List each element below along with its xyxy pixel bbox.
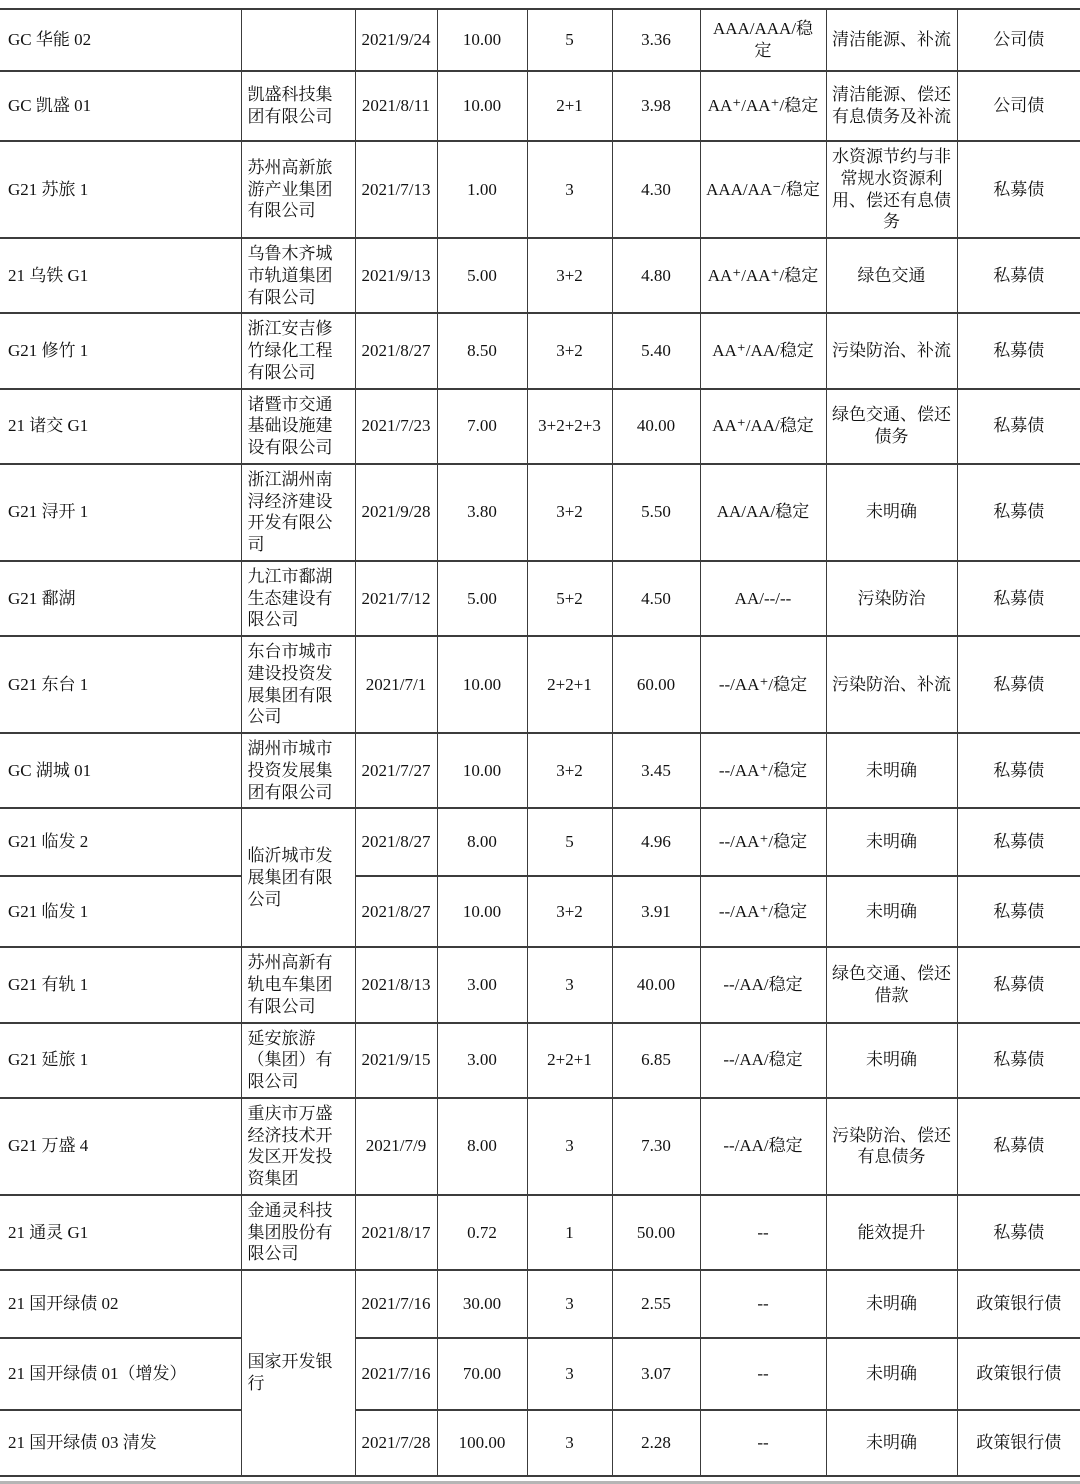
term-cell: 3+2 [527, 464, 612, 561]
rating-cell: -- [700, 1270, 826, 1338]
issuer-cell: 重庆市万盛经济技术开发区开发投资集团 [241, 1098, 355, 1195]
bond-type-cell: 政策银行债 [957, 1270, 1080, 1338]
rate-cell: 5.50 [612, 464, 700, 561]
amount-cell: 3.00 [437, 947, 527, 1022]
issue-date-cell: 2021/8/11 [355, 71, 437, 141]
rating-cell: --/AA⁺/稳定 [700, 733, 826, 808]
bond-name-cell: 21 诸交 G1 [0, 389, 241, 464]
rate-cell: 4.30 [612, 141, 700, 238]
use-cell: 未明确 [826, 1023, 957, 1098]
rate-cell: 3.98 [612, 71, 700, 141]
term-cell: 3+2 [527, 733, 612, 808]
term-cell: 3+2 [527, 238, 612, 313]
table-row [0, 1195, 1080, 1270]
bond-type-cell: 公司债 [957, 9, 1080, 71]
rate-cell: 2.55 [612, 1270, 700, 1338]
issuer-cell: 延安旅游（集团）有限公司 [241, 1023, 355, 1098]
rating-cell: AA/AA/稳定 [700, 464, 826, 561]
bond-name-cell: GC 凯盛 01 [0, 71, 241, 141]
issuer-cell: 九江市鄱湖生态建设有限公司 [241, 561, 355, 636]
bond-type-cell: 政策银行债 [957, 1338, 1080, 1410]
use-cell: 污染防治 [826, 561, 957, 636]
amount-cell: 10.00 [437, 9, 527, 71]
rating-cell: AA⁺/AA⁺/稳定 [700, 71, 826, 141]
issue-date-cell: 2021/7/13 [355, 141, 437, 238]
amount-cell: 100.00 [437, 1410, 527, 1476]
issuer-cell: 苏州高新有轨电车集团有限公司 [241, 947, 355, 1022]
rate-cell: 60.00 [612, 636, 700, 733]
rate-cell: 7.30 [612, 1098, 700, 1195]
bond-type-cell: 公司债 [957, 71, 1080, 141]
bond-name-cell: G21 有轨 1 [0, 947, 241, 1022]
issue-date-cell: 2021/7/16 [355, 1270, 437, 1338]
term-cell: 3 [527, 1270, 612, 1338]
issue-date-cell: 2021/7/23 [355, 389, 437, 464]
issue-date-cell: 2021/7/28 [355, 1410, 437, 1476]
issue-date-cell: 2021/9/15 [355, 1023, 437, 1098]
bond-type-cell: 私募债 [957, 876, 1080, 947]
table-row [0, 389, 1080, 464]
amount-cell: 3.00 [437, 1023, 527, 1098]
bond-name-cell: G21 鄱湖 [0, 561, 241, 636]
use-cell: 绿色交通 [826, 238, 957, 313]
table-row [0, 71, 1080, 141]
use-cell: 未明确 [826, 1410, 957, 1476]
table-row [0, 1098, 1080, 1195]
issuer-cell: 凯盛科技集团有限公司 [241, 71, 355, 141]
rate-cell: 4.96 [612, 808, 700, 876]
term-cell: 3 [527, 141, 612, 238]
rating-cell: AA/--/-- [700, 561, 826, 636]
issuer-cell-merged: 临沂城市发展集团有限公司 [241, 808, 355, 947]
issue-date-cell: 2021/8/17 [355, 1195, 437, 1270]
amount-cell: 8.00 [437, 1098, 527, 1195]
rating-cell: -- [700, 1338, 826, 1410]
issue-date-cell: 2021/8/27 [355, 313, 437, 388]
term-cell: 3+2 [527, 876, 612, 947]
bond-type-cell: 私募债 [957, 464, 1080, 561]
bond-type-cell: 私募债 [957, 313, 1080, 388]
term-cell: 2+1 [527, 71, 612, 141]
issuer-cell: 乌鲁木齐城市轨道集团有限公司 [241, 238, 355, 313]
rate-cell: 40.00 [612, 389, 700, 464]
amount-cell: 0.72 [437, 1195, 527, 1270]
issue-date-cell: 2021/8/27 [355, 876, 437, 947]
term-cell: 3+2+2+3 [527, 389, 612, 464]
issue-date-cell: 2021/8/27 [355, 808, 437, 876]
use-cell: 清洁能源、偿还有息债务及补流 [826, 71, 957, 141]
bond-type-cell: 政策银行债 [957, 1410, 1080, 1476]
issuer-cell: 东台市城市建设投资发展集团有限公司 [241, 636, 355, 733]
term-cell: 1 [527, 1195, 612, 1270]
use-cell: 能效提升 [826, 1195, 957, 1270]
bond-name-cell: G21 修竹 1 [0, 313, 241, 388]
term-cell: 5 [527, 9, 612, 71]
rating-cell: --/AA/稳定 [700, 1098, 826, 1195]
bond-name-cell: 21 乌铁 G1 [0, 238, 241, 313]
bond-name-cell: G21 浔开 1 [0, 464, 241, 561]
bond-name-cell: G21 临发 2 [0, 808, 241, 876]
bond-type-cell: 私募债 [957, 1098, 1080, 1195]
table-row [0, 636, 1080, 733]
use-cell: 未明确 [826, 464, 957, 561]
rate-cell: 50.00 [612, 1195, 700, 1270]
issuer-cell: 诸暨市交通基础设施建设有限公司 [241, 389, 355, 464]
green-bond-table [0, 8, 1080, 1477]
amount-cell: 10.00 [437, 733, 527, 808]
bond-type-cell: 私募债 [957, 141, 1080, 238]
term-cell: 3 [527, 1338, 612, 1410]
rating-cell: AA⁺/AA/稳定 [700, 313, 826, 388]
amount-cell: 8.00 [437, 808, 527, 876]
rate-cell: 3.91 [612, 876, 700, 947]
bond-type-cell: 私募债 [957, 808, 1080, 876]
table-row [0, 313, 1080, 388]
amount-cell: 30.00 [437, 1270, 527, 1338]
bond-name-cell: GC 华能 02 [0, 9, 241, 71]
issuer-cell: 金通灵科技集团股份有限公司 [241, 1195, 355, 1270]
rating-cell: AAA/AA⁻/稳定 [700, 141, 826, 238]
bond-type-cell: 私募债 [957, 636, 1080, 733]
issuer-cell [241, 9, 355, 71]
amount-cell: 7.00 [437, 389, 527, 464]
issuer-cell: 浙江湖州南浔经济建设开发有限公司 [241, 464, 355, 561]
amount-cell: 8.50 [437, 313, 527, 388]
issue-date-cell: 2021/9/24 [355, 9, 437, 71]
use-cell: 水资源节约与非常规水资源利用、偿还有息债务 [826, 141, 957, 238]
rate-cell: 4.50 [612, 561, 700, 636]
bond-type-cell: 私募债 [957, 389, 1080, 464]
bond-name-cell: G21 临发 1 [0, 876, 241, 947]
bond-name-cell: G21 苏旅 1 [0, 141, 241, 238]
amount-cell: 10.00 [437, 71, 527, 141]
amount-cell: 10.00 [437, 876, 527, 947]
bond-name-cell: G21 万盛 4 [0, 1098, 241, 1195]
rating-cell: AA⁺/AA/稳定 [700, 389, 826, 464]
rate-cell: 3.45 [612, 733, 700, 808]
issue-date-cell: 2021/7/16 [355, 1338, 437, 1410]
use-cell: 未明确 [826, 1338, 957, 1410]
rate-cell: 3.07 [612, 1338, 700, 1410]
rating-cell: --/AA⁺/稳定 [700, 808, 826, 876]
table-row [0, 141, 1080, 238]
issuer-cell: 浙江安吉修竹绿化工程有限公司 [241, 313, 355, 388]
amount-cell: 5.00 [437, 238, 527, 313]
use-cell: 未明确 [826, 876, 957, 947]
bond-type-cell: 私募债 [957, 947, 1080, 1022]
use-cell: 绿色交通、偿还债务 [826, 389, 957, 464]
rate-cell: 40.00 [612, 947, 700, 1022]
table-row [0, 876, 1080, 947]
amount-cell: 70.00 [437, 1338, 527, 1410]
bond-type-cell: 私募债 [957, 238, 1080, 313]
use-cell: 未明确 [826, 808, 957, 876]
term-cell: 3 [527, 1410, 612, 1476]
bond-name-cell: G21 延旅 1 [0, 1023, 241, 1098]
term-cell: 2+2+1 [527, 636, 612, 733]
amount-cell: 5.00 [437, 561, 527, 636]
issuer-cell: 湖州市城市投资发展集团有限公司 [241, 733, 355, 808]
issuer-cell: 苏州高新旅游产业集团有限公司 [241, 141, 355, 238]
term-cell: 5 [527, 808, 612, 876]
use-cell: 污染防治、偿还有息债务 [826, 1098, 957, 1195]
table-row [0, 733, 1080, 808]
issue-date-cell: 2021/7/12 [355, 561, 437, 636]
issue-date-cell: 2021/7/27 [355, 733, 437, 808]
table-row [0, 808, 1080, 876]
term-cell: 5+2 [527, 561, 612, 636]
rating-cell: AAA/AAA/稳定 [700, 9, 826, 71]
bond-type-cell: 私募债 [957, 1195, 1080, 1270]
table-row [0, 9, 1080, 71]
amount-cell: 10.00 [437, 636, 527, 733]
use-cell: 未明确 [826, 733, 957, 808]
term-cell: 3 [527, 947, 612, 1022]
bond-type-cell: 私募债 [957, 1023, 1080, 1098]
issue-date-cell: 2021/7/9 [355, 1098, 437, 1195]
rate-cell: 4.80 [612, 238, 700, 313]
bond-name-cell: GC 湖城 01 [0, 733, 241, 808]
bond-name-cell: G21 东台 1 [0, 636, 241, 733]
table-row [0, 1023, 1080, 1098]
table-row [0, 947, 1080, 1022]
issuer-cell-merged: 国家开发银行 [241, 1270, 355, 1476]
bond-type-cell: 私募债 [957, 733, 1080, 808]
rate-cell: 5.40 [612, 313, 700, 388]
term-cell: 3 [527, 1098, 612, 1195]
bond-name-cell: 21 国开绿债 03 清发 [0, 1410, 241, 1476]
rate-cell: 3.36 [612, 9, 700, 71]
issue-date-cell: 2021/9/13 [355, 238, 437, 313]
bond-name-cell: 21 国开绿债 02 [0, 1270, 241, 1338]
rating-cell: AA⁺/AA⁺/稳定 [700, 238, 826, 313]
rating-cell: -- [700, 1410, 826, 1476]
table-row [0, 238, 1080, 313]
issue-date-cell: 2021/8/13 [355, 947, 437, 1022]
rating-cell: --/AA⁺/稳定 [700, 636, 826, 733]
issue-date-cell: 2021/9/28 [355, 464, 437, 561]
bond-type-cell: 私募债 [957, 561, 1080, 636]
use-cell: 污染防治、补流 [826, 313, 957, 388]
amount-cell: 1.00 [437, 141, 527, 238]
use-cell: 清洁能源、补流 [826, 9, 957, 71]
bond-name-cell: 21 通灵 G1 [0, 1195, 241, 1270]
use-cell: 未明确 [826, 1270, 957, 1338]
rating-cell: -- [700, 1195, 826, 1270]
table-row [0, 1410, 1080, 1476]
table-row [0, 561, 1080, 636]
rating-cell: --/AA⁺/稳定 [700, 876, 826, 947]
use-cell: 绿色交通、偿还借款 [826, 947, 957, 1022]
issue-date-cell: 2021/7/1 [355, 636, 437, 733]
rate-cell: 6.85 [612, 1023, 700, 1098]
rate-cell: 2.28 [612, 1410, 700, 1476]
rating-cell: --/AA/稳定 [700, 947, 826, 1022]
rating-cell: --/AA/稳定 [700, 1023, 826, 1098]
term-cell: 2+2+1 [527, 1023, 612, 1098]
use-cell: 污染防治、补流 [826, 636, 957, 733]
table-row [0, 464, 1080, 561]
table-row [0, 1270, 1080, 1338]
term-cell: 3+2 [527, 313, 612, 388]
table-row [0, 1338, 1080, 1410]
bond-name-cell: 21 国开绿债 01（增发） [0, 1338, 241, 1410]
amount-cell: 3.80 [437, 464, 527, 561]
